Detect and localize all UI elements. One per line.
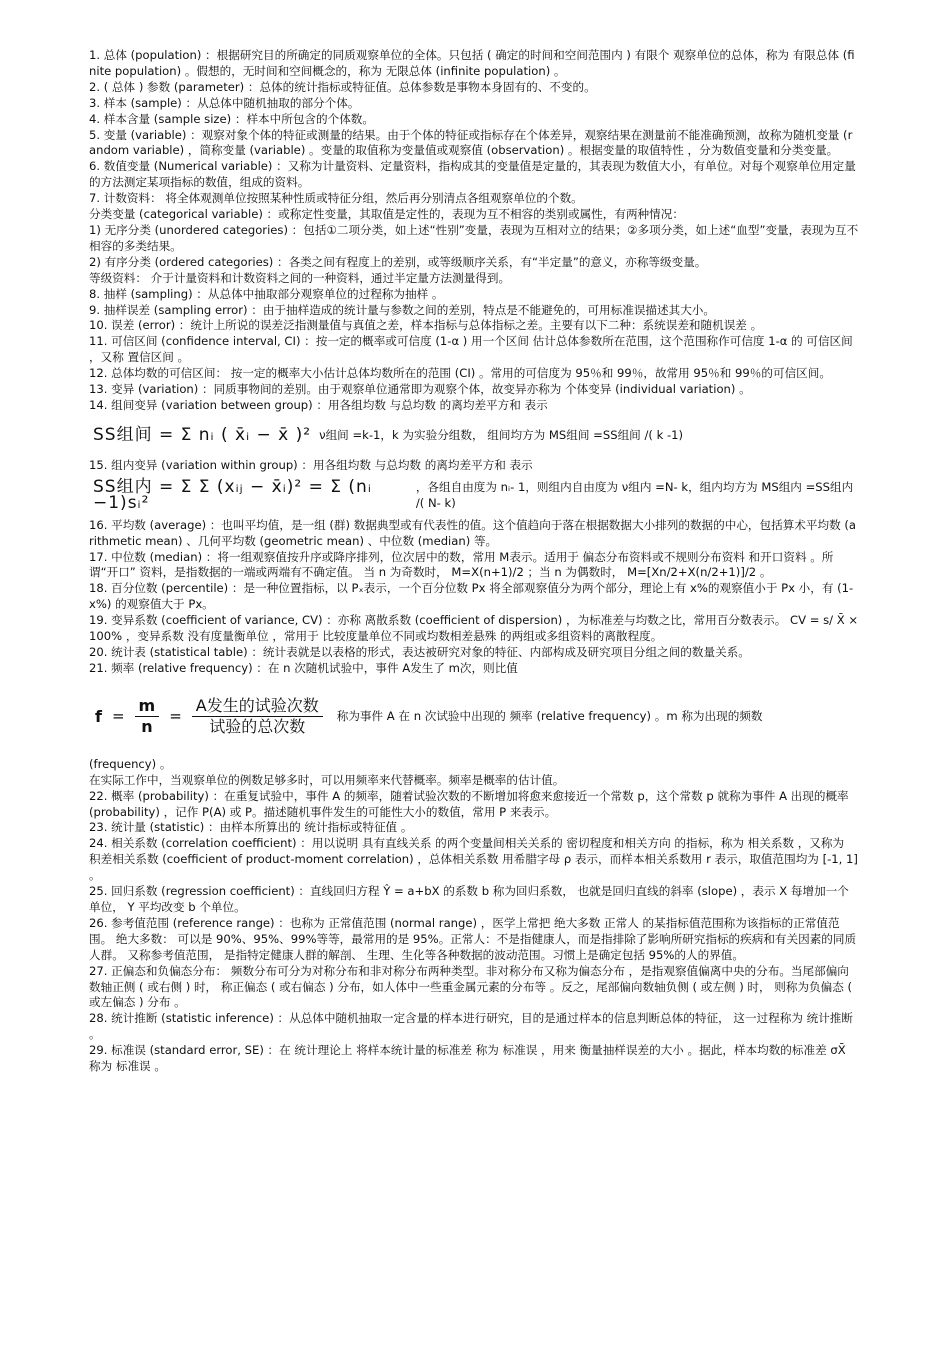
definition-line: 9. 抽样误差 (sampling error) ：由于抽样造成的统计量与参数之间的差别，特点是不能避免的，可用标准误描述其大小。: [89, 302, 715, 317]
definition-line: 1. 总体 (population) ：根据研究目的所确定的同质观察单位的全体。只包括 ( 确定的时间和空间范围内 ) 有限个 观察单位的总体，称为 有限总体 (finite population) 。假想的，无时间和空间概念的，称为 无限总体 (infinite population) 。: [89, 48, 855, 78]
definition-line: 2) 有序分类 (ordered categories) ：各类之间有程度上的差别，或等级顺序关系，有“半定量”的意义，亦称等级变量。: [89, 254, 707, 269]
formula-ss-between: [93, 416, 859, 456]
definition-line: 20. 统计表 (statistical table) ：统计表就是以表格的形式，表达被研究对象的特征、内部构成及研究项目分组之间的数量关系。: [89, 645, 750, 659]
definition-line: 25. 回归系数 (regression coefficient) ：直线回归方程 Ŷ = a+bX 的系数 b 称为回归系数， 也就是回归直线的斜率 (slope) ，表示 X 每增加一个单位， Y 平均改变 b 个单位。: [89, 884, 849, 914]
formula-description: ，各组自由度为 nᵢ- 1，则组内自由度为 ν组内 =N- k，组内均方为 MS组内 =SS组内 /( N- k): [415, 479, 854, 510]
formula-relative-frequency: [95, 685, 859, 749]
definition-line: 6. 数值变量 (Numerical variable) ：又称为计量资料、定量资料，指构成其的变量值是定量的，其表现为数值大小，有单位。对每个观察单位用定量的方法测定某项指标的数值，组成的资料。: [89, 159, 856, 190]
document-page: [89, 48, 859, 1075]
definition-line: 27. 正偏态和负偏态分布： 频数分布可分为对称分布和非对称分布两种类型。非对称分布又称为偏态分布 ，是指观察值偏离中央的分布。当尾部偏向数轴正侧 ( 或右侧 ) 时， 称正偏态 ( 或右偏态 ) 分布，如人体中一些重金属元素的分布等 。反之，尾部偏向数轴负侧 ( 或左侧 ) 时， 则称为负偏态 ( 或左偏态 ) 分布 。: [89, 963, 853, 1010]
fraction-numerator: m: [135, 698, 160, 717]
definition-line: 26. 参考值范围 (reference range) ：也称为 正常值范围 (normal range) ，医学上常把 绝大多数 正常人 的某指标值范围称为该指标的正常值范围。 绝大多数： 可以是 90%、95%、99%等等，最常用的是 95%。正常人：不是指健康人，而是指排除了影响所研究指标的疾病和有关因素的同质人群。 又称参考值范围， 是指特定健康人群的解剖、 生理、生化等各种数据的波动范围。习惯上是确定包括 95%的人的界值。: [89, 915, 857, 962]
equals-sign: =: [111, 706, 125, 725]
definition-line: 24. 相关系数 (correlation coefficient) ：用以说明 具有直线关系 的两个变量间相关关系的 密切程度和相关方向 的指标，称为 相关系数 ，又称为 积差相关系数 (coefficient of product-moment correlation) ，总体相关系数 用希腊字母 ρ 表示，而样本相关系数用 r 表示，取值范围均为 [-1, 1] 。: [89, 836, 858, 883]
fraction-numerator: A发生的试验次数: [192, 698, 323, 717]
definition-line: 18. 百分位数 (percentile) ：是一种位置指标，以 Pₓ表示，一个百分位数 Px 将全部观察值分为两个部分，理论上有 x%的观察值小于 Px 小，有 (1-x%) 的观察值大于 Px。: [89, 581, 854, 612]
definition-line: 19. 变异系数 (coefficient of variance, CV) ：亦称 离散系数 (coefficient of dispersion) ，为标准差与均数之比，常用百分数表示。 CV = s/ X̄ ×100% ，变异系数 没有度量衡单位 ，常用于 比较度量单位不同或均数相差悬殊 的两组或多组资料的离散程度。: [89, 613, 859, 644]
definition-line: (frequency) 。: [89, 756, 172, 771]
fraction-m-over-n: [135, 698, 160, 735]
definition-line: 15. 组内变异 (variation within group) ：用各组均数 与总均数 的离均差平方和 表示: [89, 457, 533, 472]
fraction-words: [192, 698, 323, 735]
definition-line: 28. 统计推断 (statistic inference) ：从总体中随机抽取一定含量的样本进行研究，目的是通过样本的信息判断总体的特征， 这一过程称为 统计推断 。: [89, 1011, 853, 1042]
definition-line: 在实际工作中，当观察单位的例数足够多时，可以用频率来代替概率。频率是概率的估计值。: [89, 772, 565, 787]
definition-line: 7. 计数资料： 将全体观测单位按照某种性质或特征分组，然后再分别清点各组观察单位的个数。: [89, 191, 583, 206]
fraction-denominator: n: [141, 717, 153, 737]
definition-line: 等级资料： 介于计量资料和计数资料之间的一种资料，通过半定量方法测量得到。: [89, 270, 511, 285]
definition-line: 3. 样本 (sample) ：从总体中随机抽取的部分个体。: [89, 95, 360, 110]
definition-line: 5. 变量 (variable) ：观察对象个体的特征或测量的结果。由于个体的特征或指标存在个体差异，观察结果在测量前不能准确预测，故称为随机变量 (random variable) ，简称变量 (variable) 。变量的取值称为变量值或观察值 (observation) 。根据变量的取值特性 ，分为数值变量和分类变量。: [89, 127, 853, 158]
definition-line: 4. 样本含量 (sample size) ：样本中所包含的个体数。: [89, 111, 374, 126]
formula-ss-within: [93, 476, 859, 516]
formula-f-symbol: f: [95, 706, 102, 726]
formula-description: 称为事件 A 在 n 次试验中出现的 频率 (relative frequency) 。m 称为出现的频数: [336, 708, 763, 723]
definition-line: 14. 组间变异 (variation between group) ：用各组均数 与总均数 的离均差平方和 表示: [89, 397, 548, 412]
definition-line: 17. 中位数 (median) ：将一组观察值按升序或降序排列，位次居中的数，常用 M表示。适用于 偏态分布资料或不规则分布资料 和开口资料 。所谓“开口” 资料，是指数据的一端或两端有不确定值。 当 n 为奇数时， M=X(n+1)/2 ；当 n 为偶数时， M=[Xn/2+X(n/2+1)]/2 。: [89, 549, 834, 580]
definition-line: 11. 可信区间 (confidence interval, CI) ：按一定的概率或可信度 (1-α ) 用一个区间 估计总体参数所在范围，这个范围称作可信度 1-α 的 可信区间 ，又称 置信区间 。: [89, 334, 853, 365]
equals-sign: =: [169, 706, 182, 725]
formula-description: ν组间 =k-1，k 为实验分组数， 组间均方为 MS组间 =SS组间 /( k -1): [319, 427, 684, 442]
definition-line: 10. 误差 (error) ：统计上所说的误差泛指测量值与真值之差，样本指标与总体指标之差。主要有以下二种：系统误差和随机误差 。: [89, 318, 763, 333]
definition-line: 16. 平均数 (average) ：也叫平均值，是一组 (群) 数据典型或有代表性的值。这个值趋向于落在根据数据大小排列的数据的中心，包括算术平均数 (arithmetic mean) 、几何平均数 (geometric mean) 、中位数 (median) 等。: [89, 517, 856, 548]
formula-expression: SS组内 = Σ Σ (xᵢⱼ − x̄ᵢ)² = Σ (nᵢ −1)sᵢ²: [93, 476, 372, 513]
definition-line: 29. 标准误 (standard error, SE) ：在 统计理论上 将样本统计量的标准差 称为 标准误 ，用来 衡量抽样误差的大小 。据此，样本均数的标准差 σX̄ 称为 标准误 。: [89, 1043, 846, 1074]
definition-line: 22. 概率 (probability) ：在重复试验中，事件 A 的频率，随着试验次数的不断增加将愈来愈接近一个常数 p，这个常数 p 就称为事件 A 出现的概率 (probability) ，记作 P(A) 或 P。描述随机事件发生的可能性大小的数值，常用 P 来表示。: [89, 788, 849, 819]
definition-line: 12. 总体均数的可信区间： 按一定的概率大小估计总体均数所在的范围 (CI) 。常用的可信度为 95％和 99％，故常用 95％和 99％的可信区间。: [89, 366, 831, 381]
definition-line: 1) 无序分类 (unordered categories) ：包括①二项分类，如上述“性别”变量，表现为互相对立的结果；②多项分类，如上述“血型”变量，表现为互不相容的多类结果。: [89, 222, 859, 253]
fraction-denominator: 试验的总次数: [209, 717, 306, 737]
definition-line: 8. 抽样 (sampling) ：从总体中抽取部分观察单位的过程称为抽样 。: [89, 286, 444, 301]
formula-expression: SS组间 = Σ nᵢ ( x̄ᵢ − x̄ )²: [93, 424, 312, 445]
definition-line: 23. 统计量 (statistic) ：由样本所算出的 统计指标或特征值 。: [89, 820, 413, 835]
definition-line: 2. ( 总体 ) 参数 (parameter) ：总体的统计指标或特征值。总体参数是事物本身固有的、不变的。: [89, 79, 596, 94]
definition-line: 13. 变异 (variation) ：同质事物间的差别。由于观察单位通常即为观察个体，故变异亦称为 个体变异 (individual variation) 。: [89, 382, 751, 397]
definition-line: 21. 频率 (relative frequency) ：在 n 次随机试验中，事件 A发生了 m次，则比值: [89, 660, 518, 675]
definition-line: 分类变量 (categorical variable) ：或称定性变量，其取值是定性的，表现为互不相容的类别或属性，有两种情况：: [89, 207, 684, 222]
